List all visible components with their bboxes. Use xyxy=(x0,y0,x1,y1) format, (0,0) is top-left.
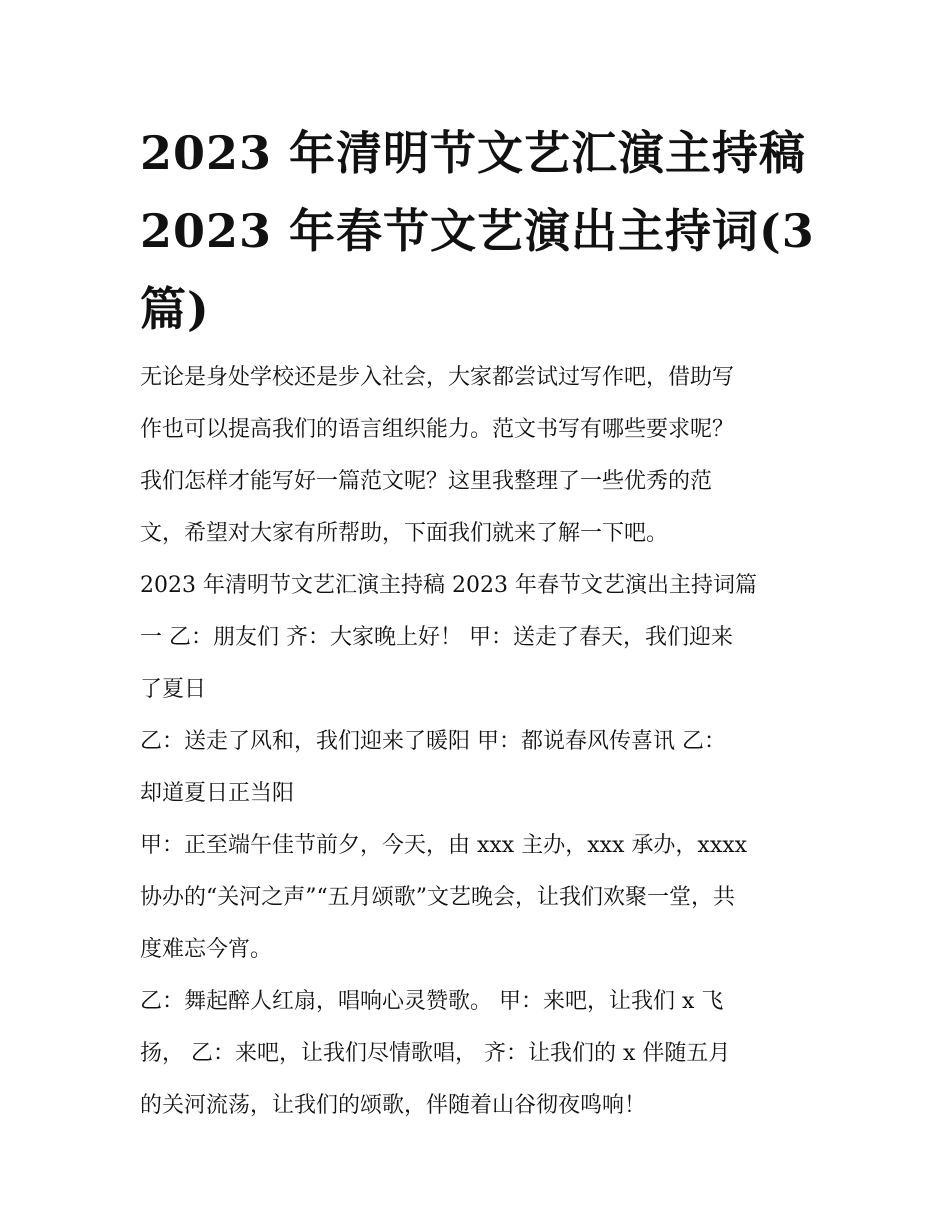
document-title xyxy=(140,114,820,348)
text-line: 却道夏日正当阳 xyxy=(140,781,295,806)
body-paragraph xyxy=(140,560,820,716)
title-line: 篇) xyxy=(140,282,210,336)
text-line: 度难忘今宵。 xyxy=(140,937,273,962)
text-line: 作也可以提高我们的语言组织能力。范文书写有哪些要求呢？ xyxy=(140,417,735,442)
text-line: 一 乙：朋友们 齐：大家晚上好！ 甲：送走了春天，我们迎来 xyxy=(140,625,733,650)
text-line: 乙：送走了风和，我们迎来了暖阳 甲：都说春风传喜讯 乙： xyxy=(140,729,726,754)
intro-paragraph xyxy=(140,352,820,560)
text-line: 了夏日 xyxy=(140,677,207,702)
text-line: 无论是身处学校还是步入社会，大家都尝试过写作吧，借助写 xyxy=(140,365,735,390)
text-line: 协办的“关河之声”“五月颂歌”文艺晚会，让我们欢聚一堂，共 xyxy=(140,885,735,910)
text-line: 2023 年清明节文艺汇演主持稿 2023 年春节文艺演出主持词篇 xyxy=(140,573,757,598)
text-line: 文，希望对大家有所帮助，下面我们就来了解一下吧。 xyxy=(140,521,669,546)
text-line: 甲：正至端午佳节前夕，今天，由 xxx 主办，xxx 承办，xxxx xyxy=(140,833,748,858)
body-paragraph xyxy=(140,716,820,820)
body-paragraph xyxy=(140,976,820,1132)
title-line: 2023 年春节文艺演出主持词(3 xyxy=(140,204,815,258)
text-line: 扬， 乙：来吧，让我们尽情歌唱， 齐：让我们的 x 伴随五月 xyxy=(140,1041,731,1066)
text-line: 乙：舞起醉人红扇，唱响心灵赞歌。 甲：来吧，让我们 x 飞 xyxy=(140,989,724,1014)
title-line: 2023 年清明节文艺汇演主持稿 xyxy=(140,126,807,180)
text-line: 的关河流荡，让我们的颂歌，伴随着山谷彻夜鸣响！ xyxy=(140,1093,647,1118)
body-paragraph xyxy=(140,820,820,976)
document-body xyxy=(140,352,820,1132)
text-line: 我们怎样才能写好一篇范文呢？这里我整理了一些优秀的范 xyxy=(140,469,713,494)
